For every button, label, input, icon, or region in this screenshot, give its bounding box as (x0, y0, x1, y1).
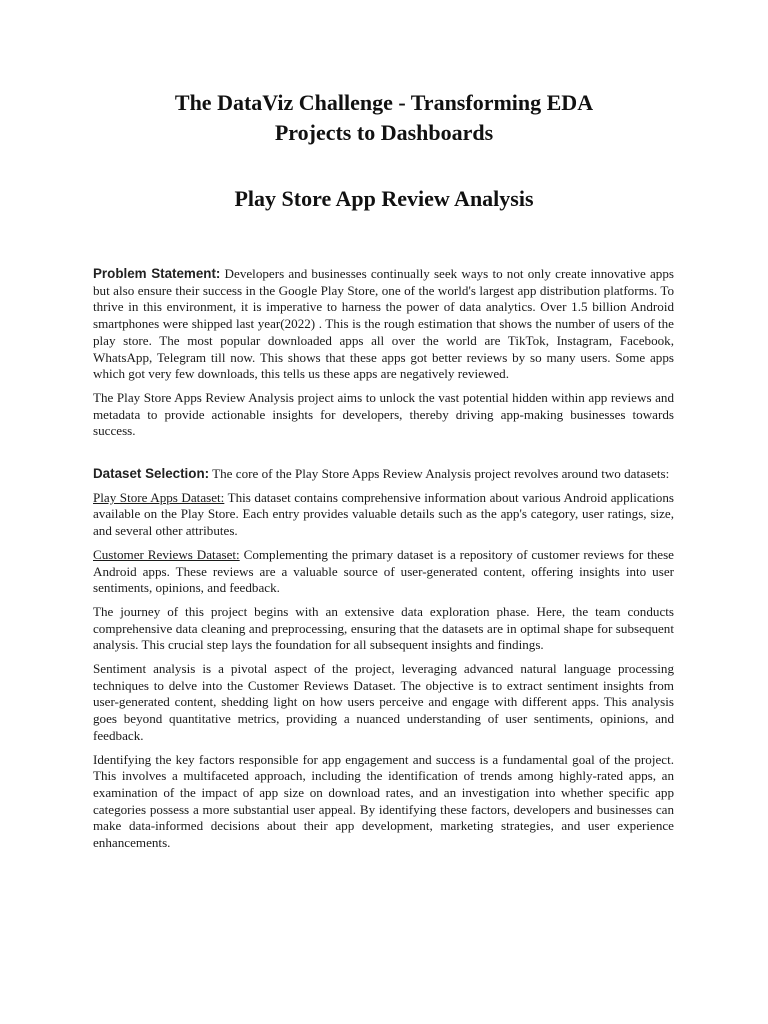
play-store-dataset-paragraph (93, 490, 674, 540)
customer-reviews-dataset-text: Complementing the primary dataset is a repository of customer reviews for these Android apps. These reviews are a valuable source of user-generated content, offering insights into user sentiments, opinions, and feedback. (93, 546, 674, 596)
document-body (93, 266, 674, 859)
dataset-selection-paragraph (93, 466, 674, 483)
document-subtitle: Play Store App Review Analysis (234, 186, 534, 211)
journey-paragraph: The journey of this project begins with an extensive data exploration phase. Here, the team conducts comprehensive data cleaning and preprocessing, ensuring that the datasets are in optimal shape for subsequent analysis. This crucial step lays the foundation for all subsequent insights and findings. (93, 603, 674, 653)
problem-statement-paragraph (93, 266, 674, 383)
title-line-2: Projects to Dashboards (274, 120, 494, 145)
problem-statement-text: Developers and businesses continually seek ways to not only create innovative apps but also ensure their success in the Google Play Store, one of the world's largest app distribution platforms. To thrive in this environment, it is imperative to harness the power of data analytics. Over 1.5 billion Android smartphones were shipped last year(2022) . This is the rough estimation that shows the number of users of the play store. The most popular downloaded apps all over the world are TikTok, Instagram, Facebook, WhatsApp, Telegram till now. This shows that these apps got better reviews by so many users. Some apps which got very few downloads, this tells us these apps are negatively reviewed. (93, 266, 674, 382)
customer-reviews-dataset-paragraph (93, 547, 674, 597)
play-store-dataset-text: This dataset contains comprehensive information about various Android applications available on the Play Store. Each entry provides valuable details such as the app's category, user ratings, size, and several other attributes. (93, 489, 674, 539)
key-factors-paragraph: Identifying the key factors responsible for app engagement and success is a fundamental goal of the project. This involves a multifaceted approach, including the identification of trends among highly-rated apps, an examination of the impact of app size on download rates, and an investigation into whether specific app categories possess a more substantial user appeal. By identifying these factors, developers and businesses can make data-informed decisions about their app development, marketing strategies, and user experience enhancements. (93, 751, 674, 851)
play-store-dataset-label: Play Store Apps Dataset: (93, 489, 225, 505)
customer-reviews-dataset-label: Customer Reviews Dataset: (93, 546, 240, 562)
problem-statement-label: Problem Statement: (93, 266, 221, 281)
sentiment-analysis-paragraph: Sentiment analysis is a pivotal aspect of the project, leveraging advanced natural language processing techniques to delve into the Customer Reviews Dataset. The objective is to extract sentiment insights from user-generated content, shedding light on how users perceive and engage with different apps. This analysis goes beyond quantitative metrics, providing a nuanced understanding of user sentiments, opinions, and feedback. (93, 661, 674, 743)
dataset-selection-text: The core of the Play Store Apps Review Analysis project revolves around two datasets: (209, 466, 670, 482)
document-title (0, 88, 768, 148)
project-aim-paragraph: The Play Store Apps Review Analysis project aims to unlock the vast potential hidden within app reviews and metadata to provide actionable insights for developers, thereby driving app-making businesses towards success. (93, 389, 674, 439)
title-line-1: The DataViz Challenge - Transforming EDA (174, 90, 594, 115)
dataset-selection-label: Dataset Selection: (93, 466, 210, 482)
